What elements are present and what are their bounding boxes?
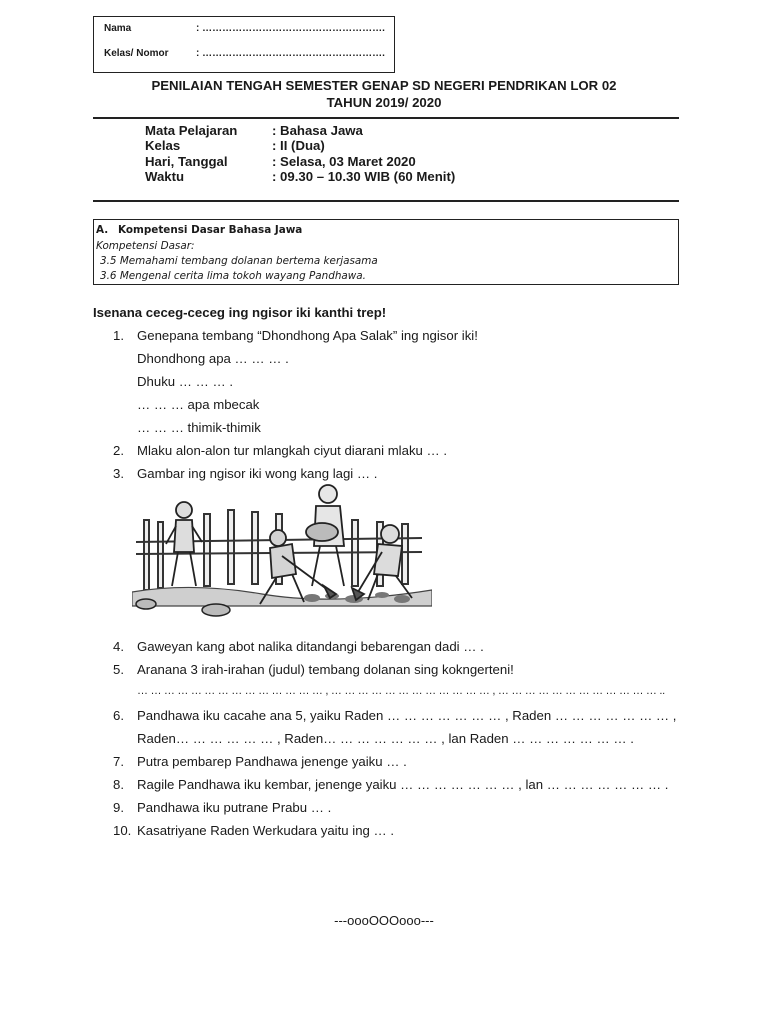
competency-subtitle: Kompetensi Dasar: [96, 240, 195, 252]
info-label: Hari, Tanggal [145, 154, 228, 169]
question-number: 10. [113, 823, 132, 838]
name-field[interactable]: : ………………………………………………. [196, 23, 385, 34]
question-number: 3. [113, 466, 124, 481]
info-value: : 09.30 – 10.30 WIB (60 Menit) [272, 169, 456, 184]
name-row [104, 23, 385, 34]
divider-top [93, 117, 679, 119]
info-label: Waktu [145, 169, 185, 184]
question-text: Ragile Pandhawa iku kembar, jenenge yaiku … … … … … … … , lan … … … … … … … . [137, 777, 669, 792]
question-number: 6. [113, 708, 124, 723]
class-row [104, 48, 385, 59]
question-number: 1. [113, 328, 124, 343]
competency-item: 3.5 Memahami tembang dolanan bertema kerjasama [100, 255, 378, 267]
question-text: Kasatriyane Raden Werkudara yaitu ing … . [137, 823, 395, 838]
section-title: Kompetensi Dasar Bahasa Jawa [118, 224, 303, 236]
info-time [145, 169, 455, 184]
competency-heading [96, 224, 302, 236]
song-line: Dhuku … … … . [137, 374, 234, 389]
class-label: Kelas/ Nomor [104, 48, 169, 59]
question-number: 9. [113, 800, 124, 815]
question-number: 5. [113, 662, 124, 677]
question-number: 2. [113, 443, 124, 458]
section-number: A. [96, 224, 109, 236]
exam-title: PENILAIAN TENGAH SEMESTER GENAP SD NEGERI PENDRIKAN LOR 02 [151, 78, 617, 93]
exam-year: TAHUN 2019/ 2020 [326, 95, 442, 110]
class-field[interactable]: : ………………………………………………. [196, 48, 385, 59]
question-text: Genepana tembang “Dhondhong Apa Salak” ing ngisor iki! [137, 328, 478, 343]
info-label: Mata Pelajaran [145, 123, 238, 138]
competency-box [93, 219, 679, 285]
info-value: : Bahasa Jawa [272, 123, 363, 138]
info-class [145, 138, 325, 153]
info-date [145, 154, 416, 169]
info-label: Kelas [145, 138, 181, 153]
info-subject [145, 123, 363, 138]
question-number: 7. [113, 754, 124, 769]
divider-bottom [93, 200, 679, 202]
question-number: 4. [113, 639, 124, 654]
answer-blank[interactable]: … … … … … … … … … … … … … … , … … … … … … … … … … … … , … … … … … … … … … … … … .. [137, 685, 665, 697]
question-text: Gaweyan kang abot nalika ditandangi bebarengan dadi … . [137, 639, 484, 654]
question-text: Aranana 3 irah-irahan (judul) tembang dolanan sing kokngerteni! [137, 662, 514, 677]
info-value: : Selasa, 03 Maret 2020 [272, 154, 416, 169]
question-text-cont: Raden… … … … … … , Raden… … … … … … … , lan Raden … … … … … … … . [137, 731, 634, 746]
info-value: : II (Dua) [272, 138, 325, 153]
song-line: Dhondhong apa … … … . [137, 351, 289, 366]
name-label: Nama [104, 23, 132, 34]
question-number: 8. [113, 777, 124, 792]
competency-item: 3.6 Mengenal cerita lima tokoh wayang Pandhawa. [100, 270, 366, 282]
song-line: … … … thimik-thimik [137, 420, 261, 435]
closing-mark: ---oooOOOooo--- [334, 913, 434, 928]
instruction: Isenana ceceg-ceceg ing ngisor iki kanthi trep! [93, 305, 387, 320]
question-text: Pandhawa iku cacahe ana 5, yaiku Raden … … … … … … … , Raden … … … … … … … , [137, 708, 677, 723]
question-text: Putra pembarep Pandhawa jenenge yaiku … . [137, 754, 407, 769]
question-text: Gambar ing ngisor iki wong kang lagi … . [137, 466, 378, 481]
question-text: Pandhawa iku putrane Prabu … . [137, 800, 332, 815]
gotong-royong-illustration [132, 482, 432, 622]
student-name-box [93, 16, 395, 73]
question-text: Mlaku alon-alon tur mlangkah ciyut diarani mlaku … . [137, 443, 448, 458]
song-line: … … … apa mbecak [137, 397, 260, 412]
